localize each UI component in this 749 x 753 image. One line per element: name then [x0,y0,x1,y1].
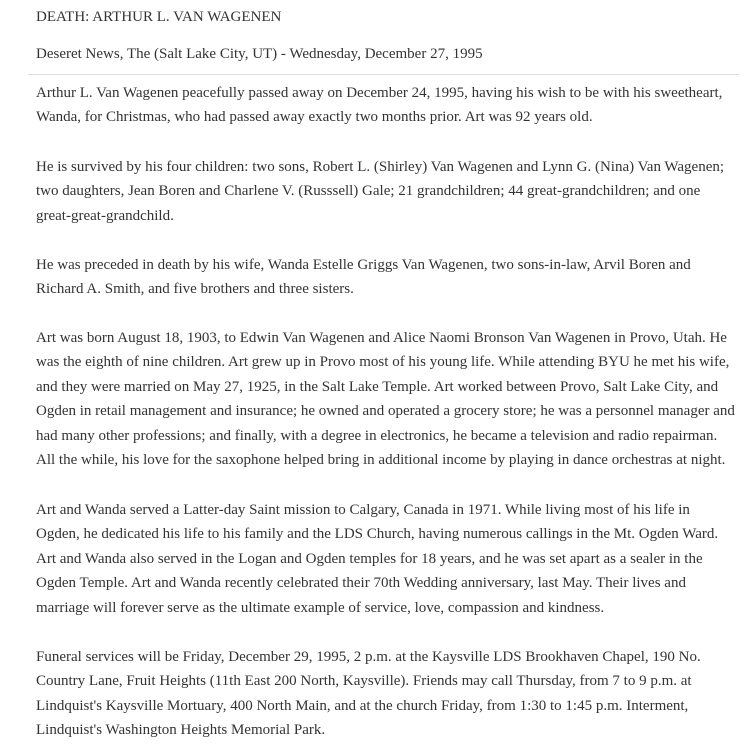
obituary-paragraph-6: Funeral services will be Friday, December 29, 1995, 2 p.m. at the Kaysville LDS Brookhaven Chapel, 190 No. Country Lane, Fruit Heights (11th East 200 North, Kaysville). Friends may call Thursday, from 7 to 9 p.m. at Lindquist's Kaysville Mortuary, 400 North Main, and at the church Friday, from 1:30 to 1:45 p.m. Interment, Lindquist's Washington Heights Memorial Park. [36,649,701,739]
obituary-title: DEATH: ARTHUR L. VAN WAGENEN [36,9,282,25]
publication-source-line: Deseret News, The (Salt Lake City, UT) - Wednesday, December 27, 1995 [36,46,483,62]
obituary-paragraph-2: He is survived by his four children: two sons, Robert L. (Shirley) Van Wagenen and Lynn G. (Nina) Van Wagenen; two daughters, Jean Boren and Charlene V. (Russsell) Gale; 21 grandchildren; 44 great-grandchildren; and one great-great-grandchild. [36,159,725,224]
obituary-paragraph-1: Arthur L. Van Wagenen peacefully passed away on December 24, 1995, having his wish to be with his sweetheart, Wanda, for Christmas, who had passed away exactly two months prior. Art was 92 years old. [36,85,723,126]
obituary-paragraph-3: He was preceded in death by his wife, Wanda Estelle Griggs Van Wagenen, two sons-in-law, Arvil Boren and Richard A. Smith, and five brothers and three sisters. [36,257,691,298]
obituary-paragraph-5: Art and Wanda served a Latter-day Saint mission to Calgary, Canada in 1971. While living most of his life in Ogden, he dedicated his life to his family and the LDS Church, having numerous callings in the Mt. Ogden Ward. Art and Wanda also served in the Logan and Ogden temples for 18 years, and he was set apart as a sealer in the Ogden Temple. Art and Wanda recently celebrated their 70th Wedding anniversary, last May. Their lives and marriage will forever serve as the ultimate example of service, love, compassion and kindness. [36,502,719,616]
obituary-paragraph-4: Art was born August 18, 1903, to Edwin Van Wagenen and Alice Naomi Bronson Van Wagenen in Provo, Utah. He was the eighth of nine children. Art grew up in Provo most of his young life. While attending BYU he met his wife, and they were married on May 27, 1925, in the Salt Lake Temple. Art worked between Provo, Salt Lake City, and Ogden in retail management and insurance; he owned and operated a grocery store; he was a personnel manager and had many other professions; and finally, with a degree in electronics, he became a television and radio repairman. All the while, his love for the saxophone helped bring in additional income by playing in dance orchestras at night. [36,330,735,469]
header-divider [28,74,739,75]
